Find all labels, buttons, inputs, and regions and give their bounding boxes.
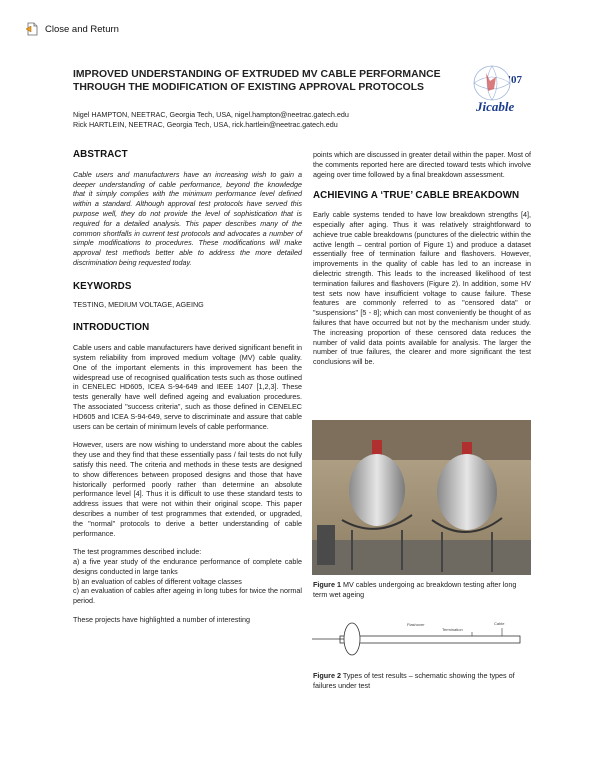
introduction-heading: INTRODUCTION [73, 322, 150, 334]
figure-1-photo [312, 420, 531, 575]
title-line-1: IMPROVED UNDERSTANDING OF EXTRUDED MV CABLE PERFORMANCE [73, 69, 441, 80]
logo-year: '07 [508, 74, 523, 86]
toolbar [0, 0, 600, 56]
figure-2-caption [313, 671, 531, 691]
author-2: Rick HARTLEIN, NEETRAC, Georgia Tech, USA, rick.hartlein@neetrac.gatech.edu [73, 120, 338, 129]
close-return-icon [25, 22, 39, 36]
figure-1-label: Figure 1 [313, 580, 341, 589]
left-column [73, 150, 302, 625]
breakdown-heading: ACHIEVING A ‘TRUE’ CABLE BREAKDOWN [313, 190, 520, 202]
schematic-label: Termination [442, 627, 463, 632]
abstract-heading: ABSTRACT [73, 149, 128, 160]
intro-paragraph-3: The test programmes described include: [73, 547, 202, 557]
figure-2-schematic [312, 618, 531, 662]
authors [73, 110, 453, 130]
close-return-button[interactable] [25, 22, 119, 36]
intro-paragraph-1: Cable users and cable manufacturers have derived significant benefit in system reliability from improved medium voltage (MV) cable quality. One of the important elements in this improvement has been the widespread use of recognised qualification tests such as those outlined in CENELEC HD605, ICEA S-94-649 and IEEE 1407 [1,2,3]. These tests generally have well defined ageing and evaluation procedures. The associated "success criteria", such as those defined in CENELEC HD605 and ICEA S-94-649, serve to discriminate and assure that cable users can be certain of minimum levels of cable performance. [73, 343, 302, 431]
figure-1-caption-text: MV cables undergoing ac breakdown testing after long term wet ageing [313, 580, 517, 599]
title-line-2: THROUGH THE MODIFICATION OF EXISTING APPROVAL PROTOCOLS [73, 82, 424, 93]
list-item: b) an evaluation of cables of different voltage classes [73, 576, 242, 586]
figure-2-label: Figure 2 [313, 671, 341, 680]
paper-title [73, 68, 453, 94]
keywords-text: TESTING, MEDIUM VOLTAGE, AGEING [73, 299, 204, 309]
author-1: Nigel HAMPTON, NEETRAC, Georgia Tech, USA, nigel.hampton@neetrac.gatech.edu [73, 110, 349, 119]
figure-2-caption-text: Types of test results – schematic showing the types of failures under test [313, 671, 515, 690]
keywords-heading: KEYWORDS [73, 280, 132, 292]
list-item: a) a five year study of the endurance performance of complete cable designs conducted in large tanks [73, 557, 302, 576]
logo-text: Jicable [476, 99, 515, 114]
schematic-label: Cable [494, 621, 505, 626]
intro-paragraph-2: However, users are now wishing to understand more about the cables they use and they find that these essentially pass / fail tests do not fully satisfy this need. The criteria and methods in these tests are designed to show differences between proposed designs and those that have historically performed poorly rather than determine an absolute performance level [4]. Thus it is difficult to use these standard tests to address issues that were not within their original scope. This paper describes a number of test programmes that extended, or upgraded, the "normal" protocols to derive a better understanding of cable performance. [73, 440, 302, 538]
schematic-label: Flashover [407, 622, 425, 627]
abstract-text: Cable users and manufacturers have an increasing wish to gain a deeper understanding of cable performance, beyond the knowledge that it simply complies with the minimum performance level defined within a standard. Although approval test protocols have served this purpose well, they do not provide the level of sophistication that is required for a detailed analysis. This paper describes many of the common shortfalls in current test protocols and advocates a number of simple modifications to procedures. These modifications will make approval test methods better able to address the more detailed discrimination being requested today. [73, 169, 302, 267]
continuation-paragraph: points which are discussed in greater detail within the paper. Most of the comments reported here are directed toward tests which involve ageing over time followed by a final breakdown assessment. [313, 150, 531, 179]
breakdown-paragraph: Early cable systems tended to have low breakdown strengths [4], especially after aging. Thus it was relatively straightforward to achieve true cable breakdowns (punctures of the dielectric within the active length – central portion of Figure 1) and produce a dataset essentially free of termination failure and flashovers. However, improvements in the quality of cable has led to an increase in dielectric strength. This leads to the increased likelihood of test termination failures and flashovers (Figure 2). In addition, some HV test sets now have insufficient voltage to cause failure. These features are commonly referred to as "censored data" or "suspensions" [5 - 8]; which can most conveniently be thought of as failures that have occurred but not by the mechanism under study. The increasing proportion of these censored data reduces the number of valid data points available for analysis. The larger the number of true failures, the clearer and more significant the test conclusions will be. [313, 210, 531, 367]
right-column [313, 150, 531, 367]
figure-1-caption [313, 580, 531, 600]
intro-paragraph-4: These projects have highlighted a number of interesting [73, 615, 250, 625]
close-return-label: Close and Return [45, 23, 119, 35]
jicable-logo [468, 61, 530, 115]
list-item: c) an evaluation of cables after ageing in long tubes for twice the normal period. [73, 586, 302, 606]
